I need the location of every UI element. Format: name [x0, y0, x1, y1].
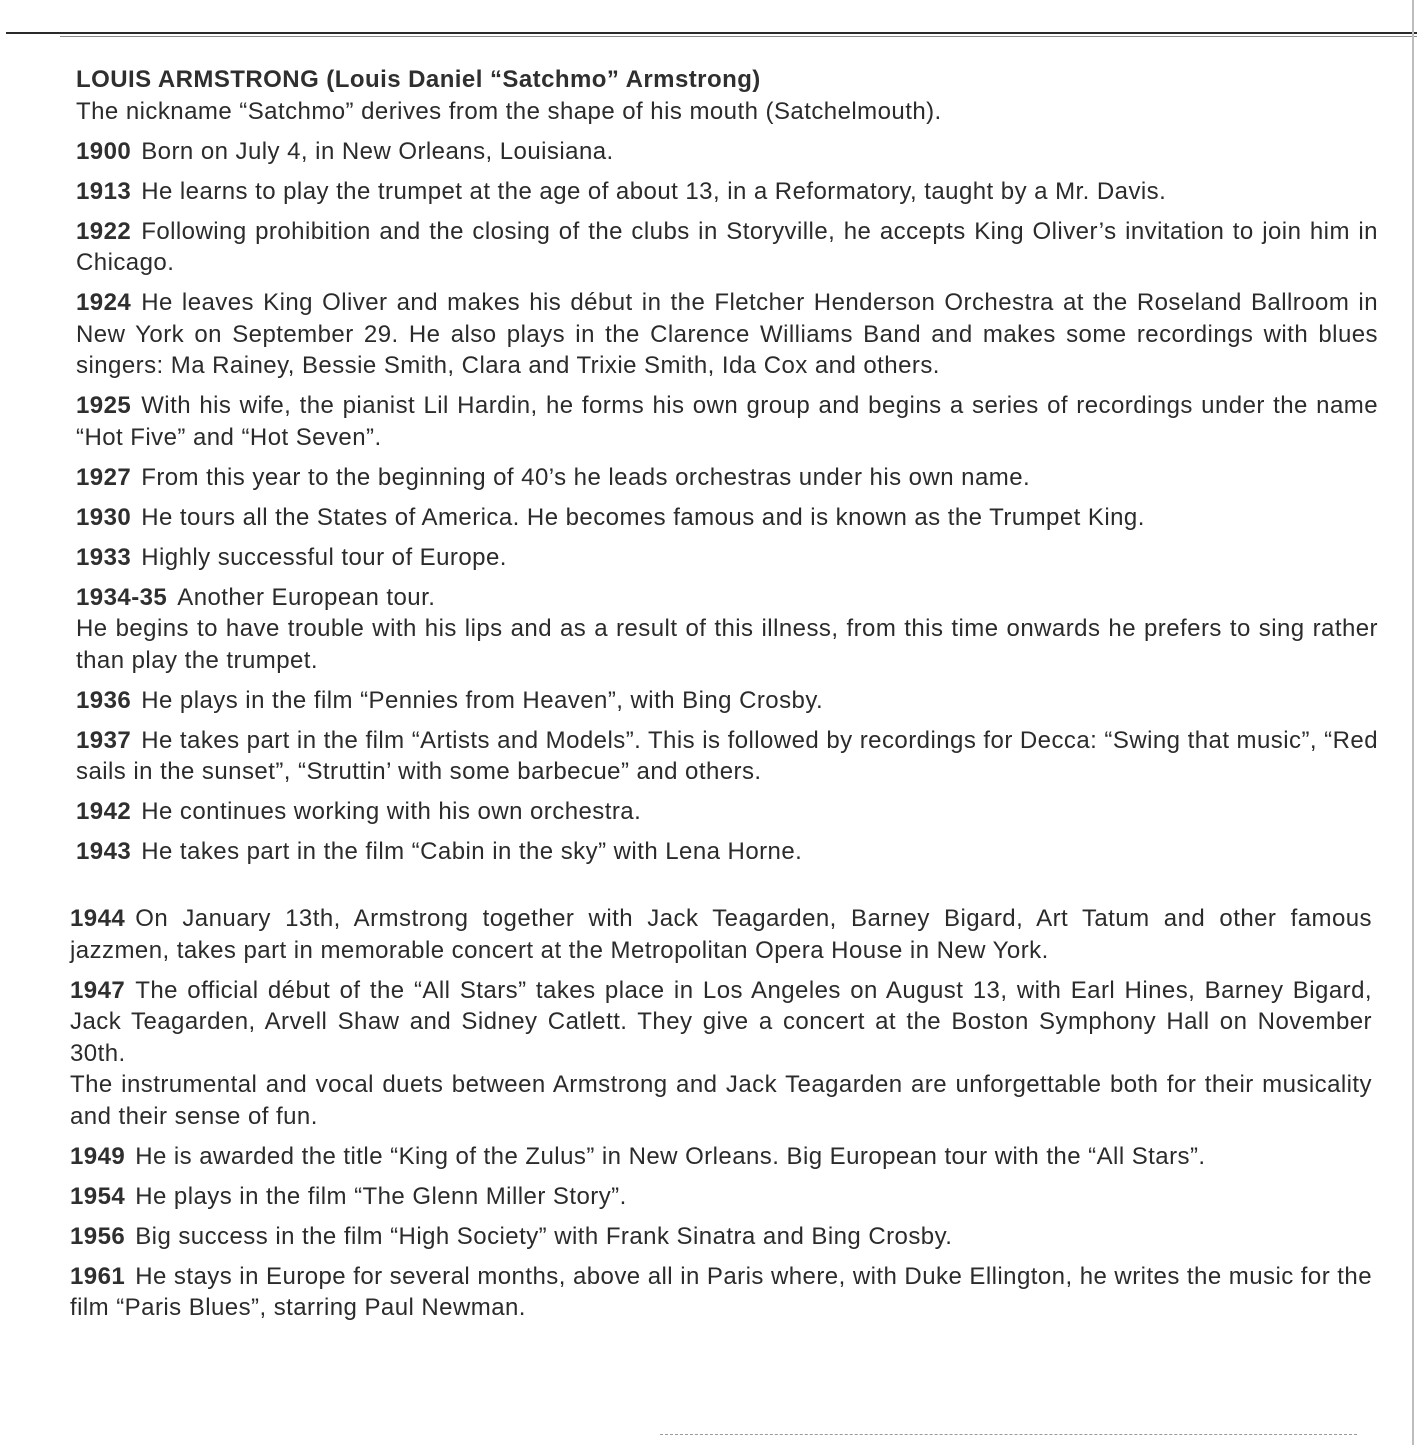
entry-year: 1930 [76, 503, 132, 531]
entry-text: From this year to the beginning of 40’s he leads orchestras under his own name. [141, 463, 1031, 491]
timeline-entry [76, 836, 1378, 868]
entry-text: With his wife, the pianist Lil Hardin, he forms his own group and begins a series of recordings under the name “Hot Five” and “Hot Seven”. [76, 392, 1378, 451]
entry-year: 1947 [70, 976, 126, 1004]
timeline-entry [70, 1181, 1372, 1213]
timeline-entry [76, 136, 1378, 168]
entry-year: 1924 [76, 289, 132, 316]
entry-text: He plays in the film “The Glenn Miller Story”. [135, 1182, 627, 1210]
entry-year: 1937 [76, 726, 132, 754]
entry-text: He tours all the States of America. He becomes famous and is known as the Trumpet King. [141, 503, 1145, 531]
entry-text: On January 13th, Armstrong together with Jack Teagarden, Barney Bigard, Art Tatum and other famous jazzmen, takes part in memorable concert at the Metropolitan Opera House in New York. [70, 905, 1372, 964]
entry-text: Following prohibition and the closing of the clubs in Storyville, he accepts King Oliver’s invitation to join him in Chicago. [76, 217, 1378, 276]
entry-year: 1942 [76, 798, 132, 825]
entry-text: He stays in Europe for several months, above all in Paris where, with Duke Ellington, he writes the music for the film “Paris Blues”, starring Paul Newman. [70, 1262, 1372, 1321]
timeline-entry [76, 582, 1378, 677]
timeline-entry [76, 287, 1378, 382]
entry-text: He leaves King Oliver and makes his début in the Fletcher Henderson Orchestra at the Roseland Ballroom in New York on September 29. He also plays in the Clarence Williams Band and makes some recordings with blues singers: Ma Rainey, Bessie Smith, Clara and Trixie Smith, Ida Cox and others. [76, 289, 1378, 379]
entry-year: 1922 [76, 217, 132, 245]
entry-text: He is awarded the title “King of the Zulus” in New Orleans. Big European tour with the “All Stars”. [135, 1142, 1206, 1170]
timeline-entry [70, 1221, 1372, 1253]
entry-year: 1927 [76, 463, 132, 491]
timeline-entry [70, 1261, 1372, 1324]
timeline-entry [76, 176, 1378, 208]
entry-year: 1956 [70, 1222, 126, 1250]
timeline-entry [76, 502, 1378, 534]
entry-text: Big success in the film “High Society” with Frank Sinatra and Bing Crosby. [135, 1222, 953, 1250]
entry-text: He learns to play the trumpet at the age of about 13, in a Reformatory, taught by a Mr. Davis. [141, 177, 1167, 205]
timeline-entry [70, 903, 1372, 966]
biography-lower [70, 903, 1372, 1324]
timeline-entry [70, 1141, 1372, 1173]
entry-text: He continues working with his own orchestra. [141, 798, 642, 825]
entry-text: Born on July 4, in New Orleans, Louisiana. [141, 137, 614, 165]
page-subtitle: The nickname “Satchmo” derives from the shape of his mouth (Satchelmouth). [76, 97, 942, 125]
entry-year: 1944 [70, 905, 126, 932]
entry-text: He takes part in the film “Artists and Models”. This is followed by recordings for Decca: “Swing that music”, “Red sails in the sunset”, “Struttin’ with some barbecue” and others. [76, 726, 1378, 785]
entry-year: 1943 [76, 838, 132, 865]
entry-text: He plays in the film “Pennies from Heaven”, with Bing Crosby. [141, 686, 824, 714]
entry-year: 1925 [76, 392, 132, 419]
entry-text: Another European tour. [177, 583, 436, 611]
bottom-rule [660, 1434, 1357, 1436]
entry-year: 1900 [76, 137, 132, 165]
biography-upper [76, 64, 1378, 868]
entry-extra-text: The instrumental and vocal duets between Armstrong and Jack Teagarden are unforgettable both for their musicality and their sense of fun. [70, 1071, 1372, 1130]
entry-extra-text: He begins to have trouble with his lips and as a result of this illness, from this time onwards he prefers to sing rather than play the trumpet. [76, 615, 1378, 674]
timeline-entry [76, 796, 1378, 828]
entry-year: 1933 [76, 543, 132, 571]
entry-year: 1934-35 [76, 583, 168, 611]
entry-year: 1936 [76, 686, 132, 714]
page-edge [1412, 0, 1414, 1445]
timeline-entry [76, 685, 1378, 717]
page-title: LOUIS ARMSTRONG (Louis Daniel “Satchmo” Armstrong) [76, 66, 761, 93]
top-rule [6, 32, 1417, 34]
timeline-entry [76, 216, 1378, 279]
timeline-entry [76, 725, 1378, 788]
timeline-entry [76, 462, 1378, 494]
entry-year: 1961 [70, 1262, 126, 1290]
entry-year: 1954 [70, 1182, 126, 1210]
timeline-entry [76, 390, 1378, 453]
entry-text: Highly successful tour of Europe. [141, 543, 507, 571]
top-rule-thin [60, 36, 1417, 37]
entry-year: 1949 [70, 1142, 126, 1170]
timeline-entry [76, 542, 1378, 574]
timeline-entry [70, 975, 1372, 1133]
entry-text: He takes part in the film “Cabin in the sky” with Lena Horne. [141, 838, 803, 865]
entry-year: 1913 [76, 177, 132, 205]
entry-text: The official début of the “All Stars” takes place in Los Angeles on August 13, with Earl Hines, Barney Bigard, Jack Teagarden, Arvell Shaw and Sidney Catlett. They give a concert at the Boston Symphony Hall on November 30th. [70, 976, 1372, 1067]
